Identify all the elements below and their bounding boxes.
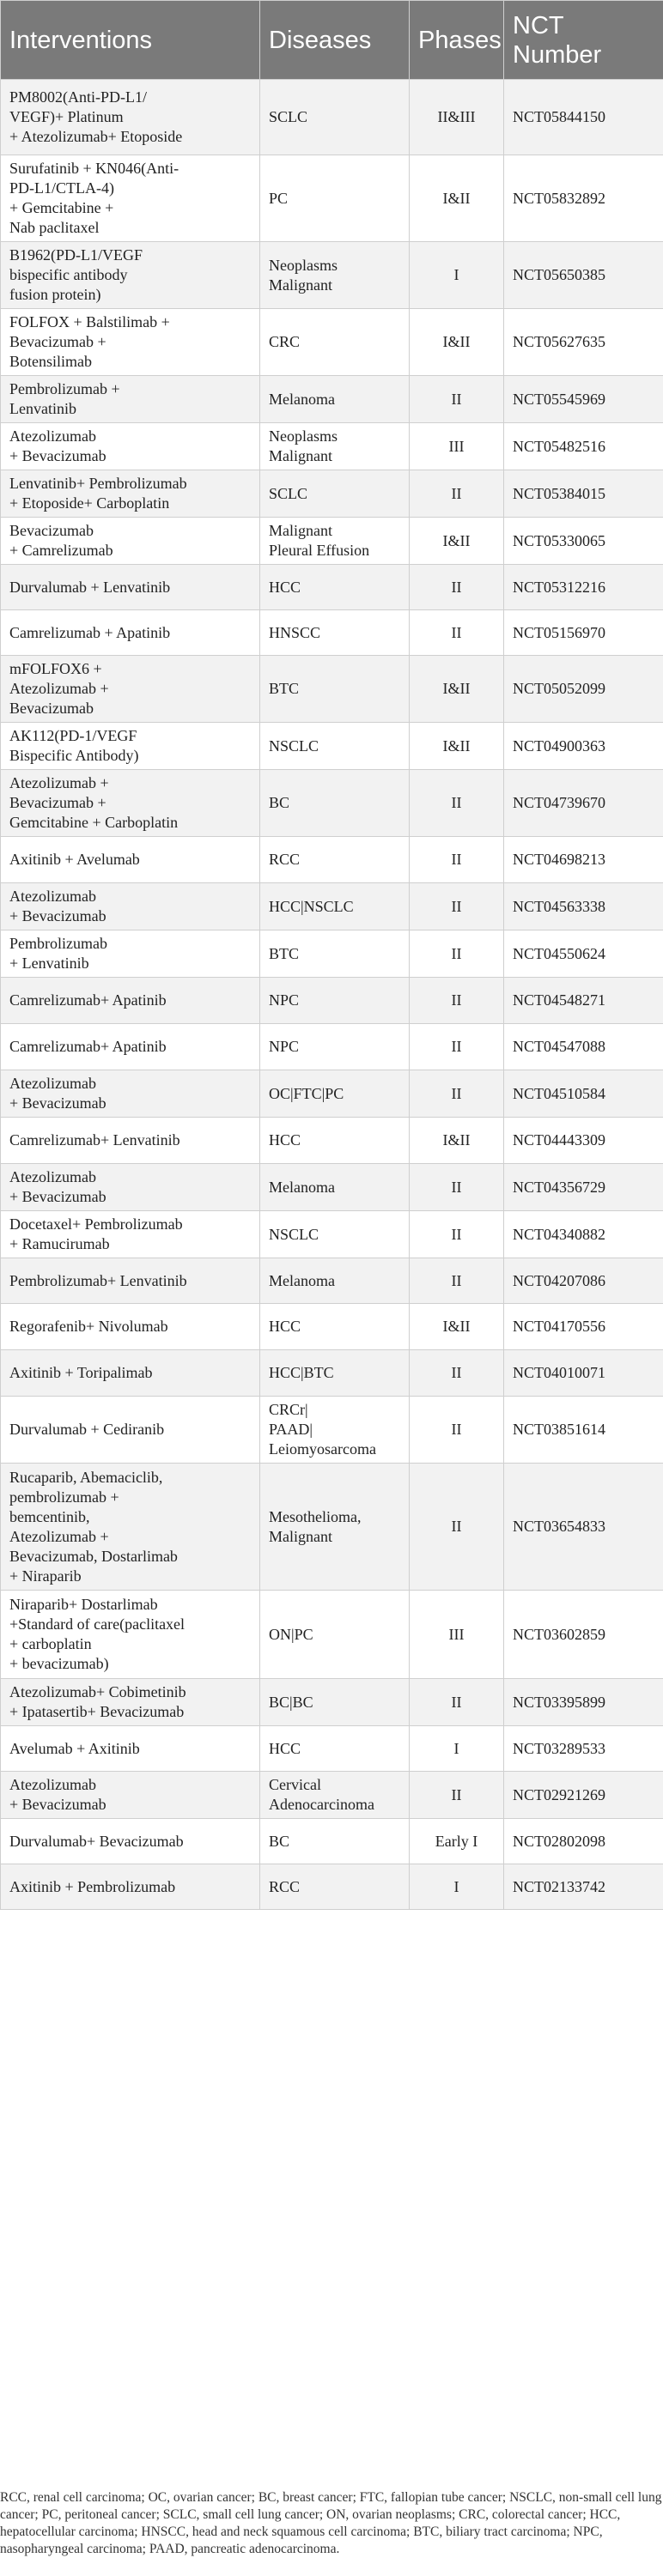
cell-disease: Melanoma: [260, 1164, 410, 1211]
cell-nct-number: NCT05052099: [504, 656, 663, 723]
table-row: [1, 80, 663, 155]
cell-nct-number: NCT03602859: [504, 1591, 663, 1679]
cell-intervention: Atezolizumab + Bevacizumab: [1, 1772, 260, 1819]
cell-phase: II: [410, 565, 504, 610]
cell-nct-number: NCT04739670: [504, 770, 663, 837]
cell-intervention: Axitinib + Toripalimab: [1, 1350, 260, 1397]
table-row: [1, 1024, 663, 1070]
cell-phase: I&II: [410, 155, 504, 242]
table-body: [1, 80, 663, 1910]
cell-disease: NPC: [260, 978, 410, 1024]
cell-nct-number: NCT05482516: [504, 423, 663, 470]
cell-intervention: Docetaxel+ Pembrolizumab + Ramucirumab: [1, 1211, 260, 1258]
cell-intervention: Camrelizumab+ Apatinib: [1, 1024, 260, 1070]
cell-phase: I&II: [410, 656, 504, 723]
cell-nct-number: NCT05627635: [504, 309, 663, 376]
cell-phase: I&II: [410, 1304, 504, 1350]
table-row: [1, 376, 663, 423]
table-row: [1, 1772, 663, 1819]
cell-disease: ON|PC: [260, 1591, 410, 1679]
table-row: [1, 1591, 663, 1679]
cell-disease: HCC: [260, 1118, 410, 1164]
cell-intervention: Atezolizumab + Bevacizumab: [1, 1070, 260, 1118]
cell-nct-number: NCT03851614: [504, 1397, 663, 1464]
cell-disease: Malignant Pleural Effusion: [260, 518, 410, 565]
cell-disease: OC|FTC|PC: [260, 1070, 410, 1118]
cell-phase: II: [410, 770, 504, 837]
table-row: [1, 1464, 663, 1591]
cell-nct-number: NCT02133742: [504, 1864, 663, 1910]
table-row: [1, 155, 663, 242]
cell-phase: I&II: [410, 1118, 504, 1164]
cell-disease: RCC: [260, 1864, 410, 1910]
cell-intervention: Surufatinib + KN046(Anti- PD-L1/CTLA-4) + Gemcitabine + Nab paclitaxel: [1, 155, 260, 242]
cell-intervention: Camrelizumab + Apatinib: [1, 610, 260, 656]
cell-disease: BC: [260, 770, 410, 837]
cell-intervention: AK112(PD-1/VEGF Bispecific Antibody): [1, 723, 260, 770]
cell-intervention: PM8002(Anti-PD-L1/ VEGF)+ Platinum + Atezolizumab+ Etoposide: [1, 80, 260, 155]
table-row: [1, 1211, 663, 1258]
cell-nct-number: NCT04698213: [504, 837, 663, 883]
cell-phase: II: [410, 837, 504, 883]
table-row: [1, 518, 663, 565]
cell-disease: CRCr| PAAD| Leiomyosarcoma: [260, 1397, 410, 1464]
cell-nct-number: NCT05650385: [504, 242, 663, 309]
cell-intervention: Regorafenib+ Nivolumab: [1, 1304, 260, 1350]
cell-nct-number: NCT05545969: [504, 376, 663, 423]
cell-phase: II: [410, 1397, 504, 1464]
cell-disease: HNSCC: [260, 610, 410, 656]
cell-disease: SCLC: [260, 470, 410, 518]
cell-phase: I: [410, 242, 504, 309]
cell-phase: II: [410, 376, 504, 423]
header-nct-number: NCT Number: [504, 1, 663, 80]
cell-nct-number: NCT05156970: [504, 610, 663, 656]
cell-intervention: Atezolizumab + Bevacizumab: [1, 883, 260, 930]
cell-nct-number: NCT02802098: [504, 1819, 663, 1864]
table-row: [1, 1164, 663, 1211]
table-row: [1, 1819, 663, 1864]
table-header: [1, 1, 663, 80]
cell-intervention: mFOLFOX6 + Atezolizumab + Bevacizumab: [1, 656, 260, 723]
cell-intervention: Niraparib+ Dostarlimab +Standard of care(paclitaxel + carboplatin + bevacizumab): [1, 1591, 260, 1679]
cell-disease: HCC: [260, 1304, 410, 1350]
cell-phase: II: [410, 1679, 504, 1726]
table-row: [1, 1350, 663, 1397]
cell-intervention: Rucaparib, Abemaciclib, pembrolizumab + bemcentinib, Atezolizumab + Bevacizumab, Dostarlimab + Niraparib: [1, 1464, 260, 1591]
cell-phase: III: [410, 1591, 504, 1679]
cell-phase: II: [410, 1024, 504, 1070]
table-row: [1, 770, 663, 837]
table-row: [1, 723, 663, 770]
cell-nct-number: NCT04356729: [504, 1164, 663, 1211]
table-footnote: RCC, renal cell carcinoma; OC, ovarian cancer; BC, breast cancer; FTC, fallopian tube cancer; NSCLC, non-small cell lung cancer; PC, peritoneal cancer; SCLC, small cell lung cancer; ON, ovarian neoplasms; CRC, colorectal cancer; HCC, hepatocellular carcinoma; HNSCC, head and neck squamous cell carcinoma; BTC, biliary tract carcinoma; NPC, nasopharyngeal carcinoma; PAAD, pancreatic adenocarcinoma.: [0, 2490, 662, 2556]
cell-nct-number: NCT05330065: [504, 518, 663, 565]
cell-disease: SCLC: [260, 80, 410, 155]
table-row: [1, 978, 663, 1024]
cell-phase: III: [410, 423, 504, 470]
cell-disease: HCC|BTC: [260, 1350, 410, 1397]
header-interventions: Interventions: [1, 1, 260, 80]
cell-nct-number: NCT04563338: [504, 883, 663, 930]
cell-disease: Neoplasms Malignant: [260, 242, 410, 309]
cell-intervention: Lenvatinib+ Pembrolizumab + Etoposide+ Carboplatin: [1, 470, 260, 518]
cell-intervention: Axitinib + Avelumab: [1, 837, 260, 883]
cell-phase: Early I: [410, 1819, 504, 1864]
cell-nct-number: NCT04547088: [504, 1024, 663, 1070]
cell-disease: Melanoma: [260, 1258, 410, 1304]
cell-disease: Neoplasms Malignant: [260, 423, 410, 470]
cell-disease: HCC: [260, 1726, 410, 1772]
cell-intervention: Durvalumab+ Bevacizumab: [1, 1819, 260, 1864]
table-row: [1, 1304, 663, 1350]
cell-phase: I&II: [410, 518, 504, 565]
cell-disease: PC: [260, 155, 410, 242]
table-row: [1, 1258, 663, 1304]
cell-nct-number: NCT04550624: [504, 930, 663, 978]
cell-phase: II: [410, 1164, 504, 1211]
cell-nct-number: NCT04170556: [504, 1304, 663, 1350]
cell-nct-number: NCT03654833: [504, 1464, 663, 1591]
cell-disease: BTC: [260, 656, 410, 723]
cell-phase: II: [410, 610, 504, 656]
cell-disease: HCC: [260, 565, 410, 610]
cell-phase: II: [410, 978, 504, 1024]
cell-phase: II: [410, 1070, 504, 1118]
table-row: [1, 610, 663, 656]
cell-nct-number: NCT04443309: [504, 1118, 663, 1164]
cell-intervention: Bevacizumab + Camrelizumab: [1, 518, 260, 565]
table-row: [1, 1070, 663, 1118]
cell-phase: II: [410, 1350, 504, 1397]
cell-phase: II: [410, 1464, 504, 1591]
cell-disease: Melanoma: [260, 376, 410, 423]
header-diseases: Diseases: [260, 1, 410, 80]
table-row: [1, 1864, 663, 1910]
cell-intervention: Atezolizumab + Bevacizumab: [1, 1164, 260, 1211]
table-row: [1, 470, 663, 518]
table-row: [1, 1118, 663, 1164]
header-phases: Phases: [410, 1, 504, 80]
cell-disease: Cervical Adenocarcinoma: [260, 1772, 410, 1819]
cell-disease: BTC: [260, 930, 410, 978]
cell-intervention: FOLFOX + Balstilimab + Bevacizumab + Botensilimab: [1, 309, 260, 376]
table-row: [1, 1397, 663, 1464]
cell-intervention: Durvalumab + Cediranib: [1, 1397, 260, 1464]
table-row: [1, 930, 663, 978]
cell-nct-number: NCT04900363: [504, 723, 663, 770]
cell-phase: II: [410, 1211, 504, 1258]
table-row: [1, 1679, 663, 1726]
cell-nct-number: NCT05832892: [504, 155, 663, 242]
cell-phase: II: [410, 1772, 504, 1819]
table-row: [1, 242, 663, 309]
cell-nct-number: NCT05844150: [504, 80, 663, 155]
table-row: [1, 656, 663, 723]
table-row: [1, 1726, 663, 1772]
cell-disease: RCC: [260, 837, 410, 883]
cell-phase: I: [410, 1726, 504, 1772]
table-row: [1, 423, 663, 470]
cell-phase: II: [410, 883, 504, 930]
cell-nct-number: NCT04207086: [504, 1258, 663, 1304]
cell-disease: NPC: [260, 1024, 410, 1070]
cell-intervention: Pembrolizumab+ Lenvatinib: [1, 1258, 260, 1304]
header-row: [1, 1, 663, 80]
cell-disease: BC|BC: [260, 1679, 410, 1726]
cell-nct-number: NCT04510584: [504, 1070, 663, 1118]
cell-disease: NSCLC: [260, 723, 410, 770]
cell-intervention: Durvalumab + Lenvatinib: [1, 565, 260, 610]
cell-intervention: Atezolizumab+ Cobimetinib + Ipatasertib+ Bevacizumab: [1, 1679, 260, 1726]
cell-phase: II: [410, 470, 504, 518]
cell-nct-number: NCT03395899: [504, 1679, 663, 1726]
cell-intervention: Pembrolizumab + Lenvatinib: [1, 376, 260, 423]
cell-disease: Mesothelioma, Malignant: [260, 1464, 410, 1591]
cell-phase: II: [410, 930, 504, 978]
cell-nct-number: NCT04548271: [504, 978, 663, 1024]
cell-phase: I: [410, 1864, 504, 1910]
cell-intervention: Avelumab + Axitinib: [1, 1726, 260, 1772]
cell-disease: HCC|NSCLC: [260, 883, 410, 930]
cell-disease: CRC: [260, 309, 410, 376]
cell-intervention: Atezolizumab + Bevacizumab + Gemcitabine + Carboplatin: [1, 770, 260, 837]
cell-intervention: Axitinib + Pembrolizumab: [1, 1864, 260, 1910]
cell-disease: BC: [260, 1819, 410, 1864]
cell-nct-number: NCT03289533: [504, 1726, 663, 1772]
cell-intervention: Pembrolizumab + Lenvatinib: [1, 930, 260, 978]
cell-nct-number: NCT04340882: [504, 1211, 663, 1258]
cell-nct-number: NCT05312216: [504, 565, 663, 610]
table-row: [1, 837, 663, 883]
cell-intervention: Camrelizumab+ Lenvatinib: [1, 1118, 260, 1164]
cell-phase: I&II: [410, 723, 504, 770]
cell-nct-number: NCT05384015: [504, 470, 663, 518]
cell-nct-number: NCT04010071: [504, 1350, 663, 1397]
cell-phase: I&II: [410, 309, 504, 376]
cell-nct-number: NCT02921269: [504, 1772, 663, 1819]
cell-intervention: Camrelizumab+ Apatinib: [1, 978, 260, 1024]
table-row: [1, 309, 663, 376]
cell-intervention: B1962(PD-L1/VEGF bispecific antibody fusion protein): [1, 242, 260, 309]
cell-disease: NSCLC: [260, 1211, 410, 1258]
table-row: [1, 883, 663, 930]
table-row: [1, 565, 663, 610]
cell-intervention: Atezolizumab + Bevacizumab: [1, 423, 260, 470]
cell-phase: II&III: [410, 80, 504, 155]
cell-phase: II: [410, 1258, 504, 1304]
